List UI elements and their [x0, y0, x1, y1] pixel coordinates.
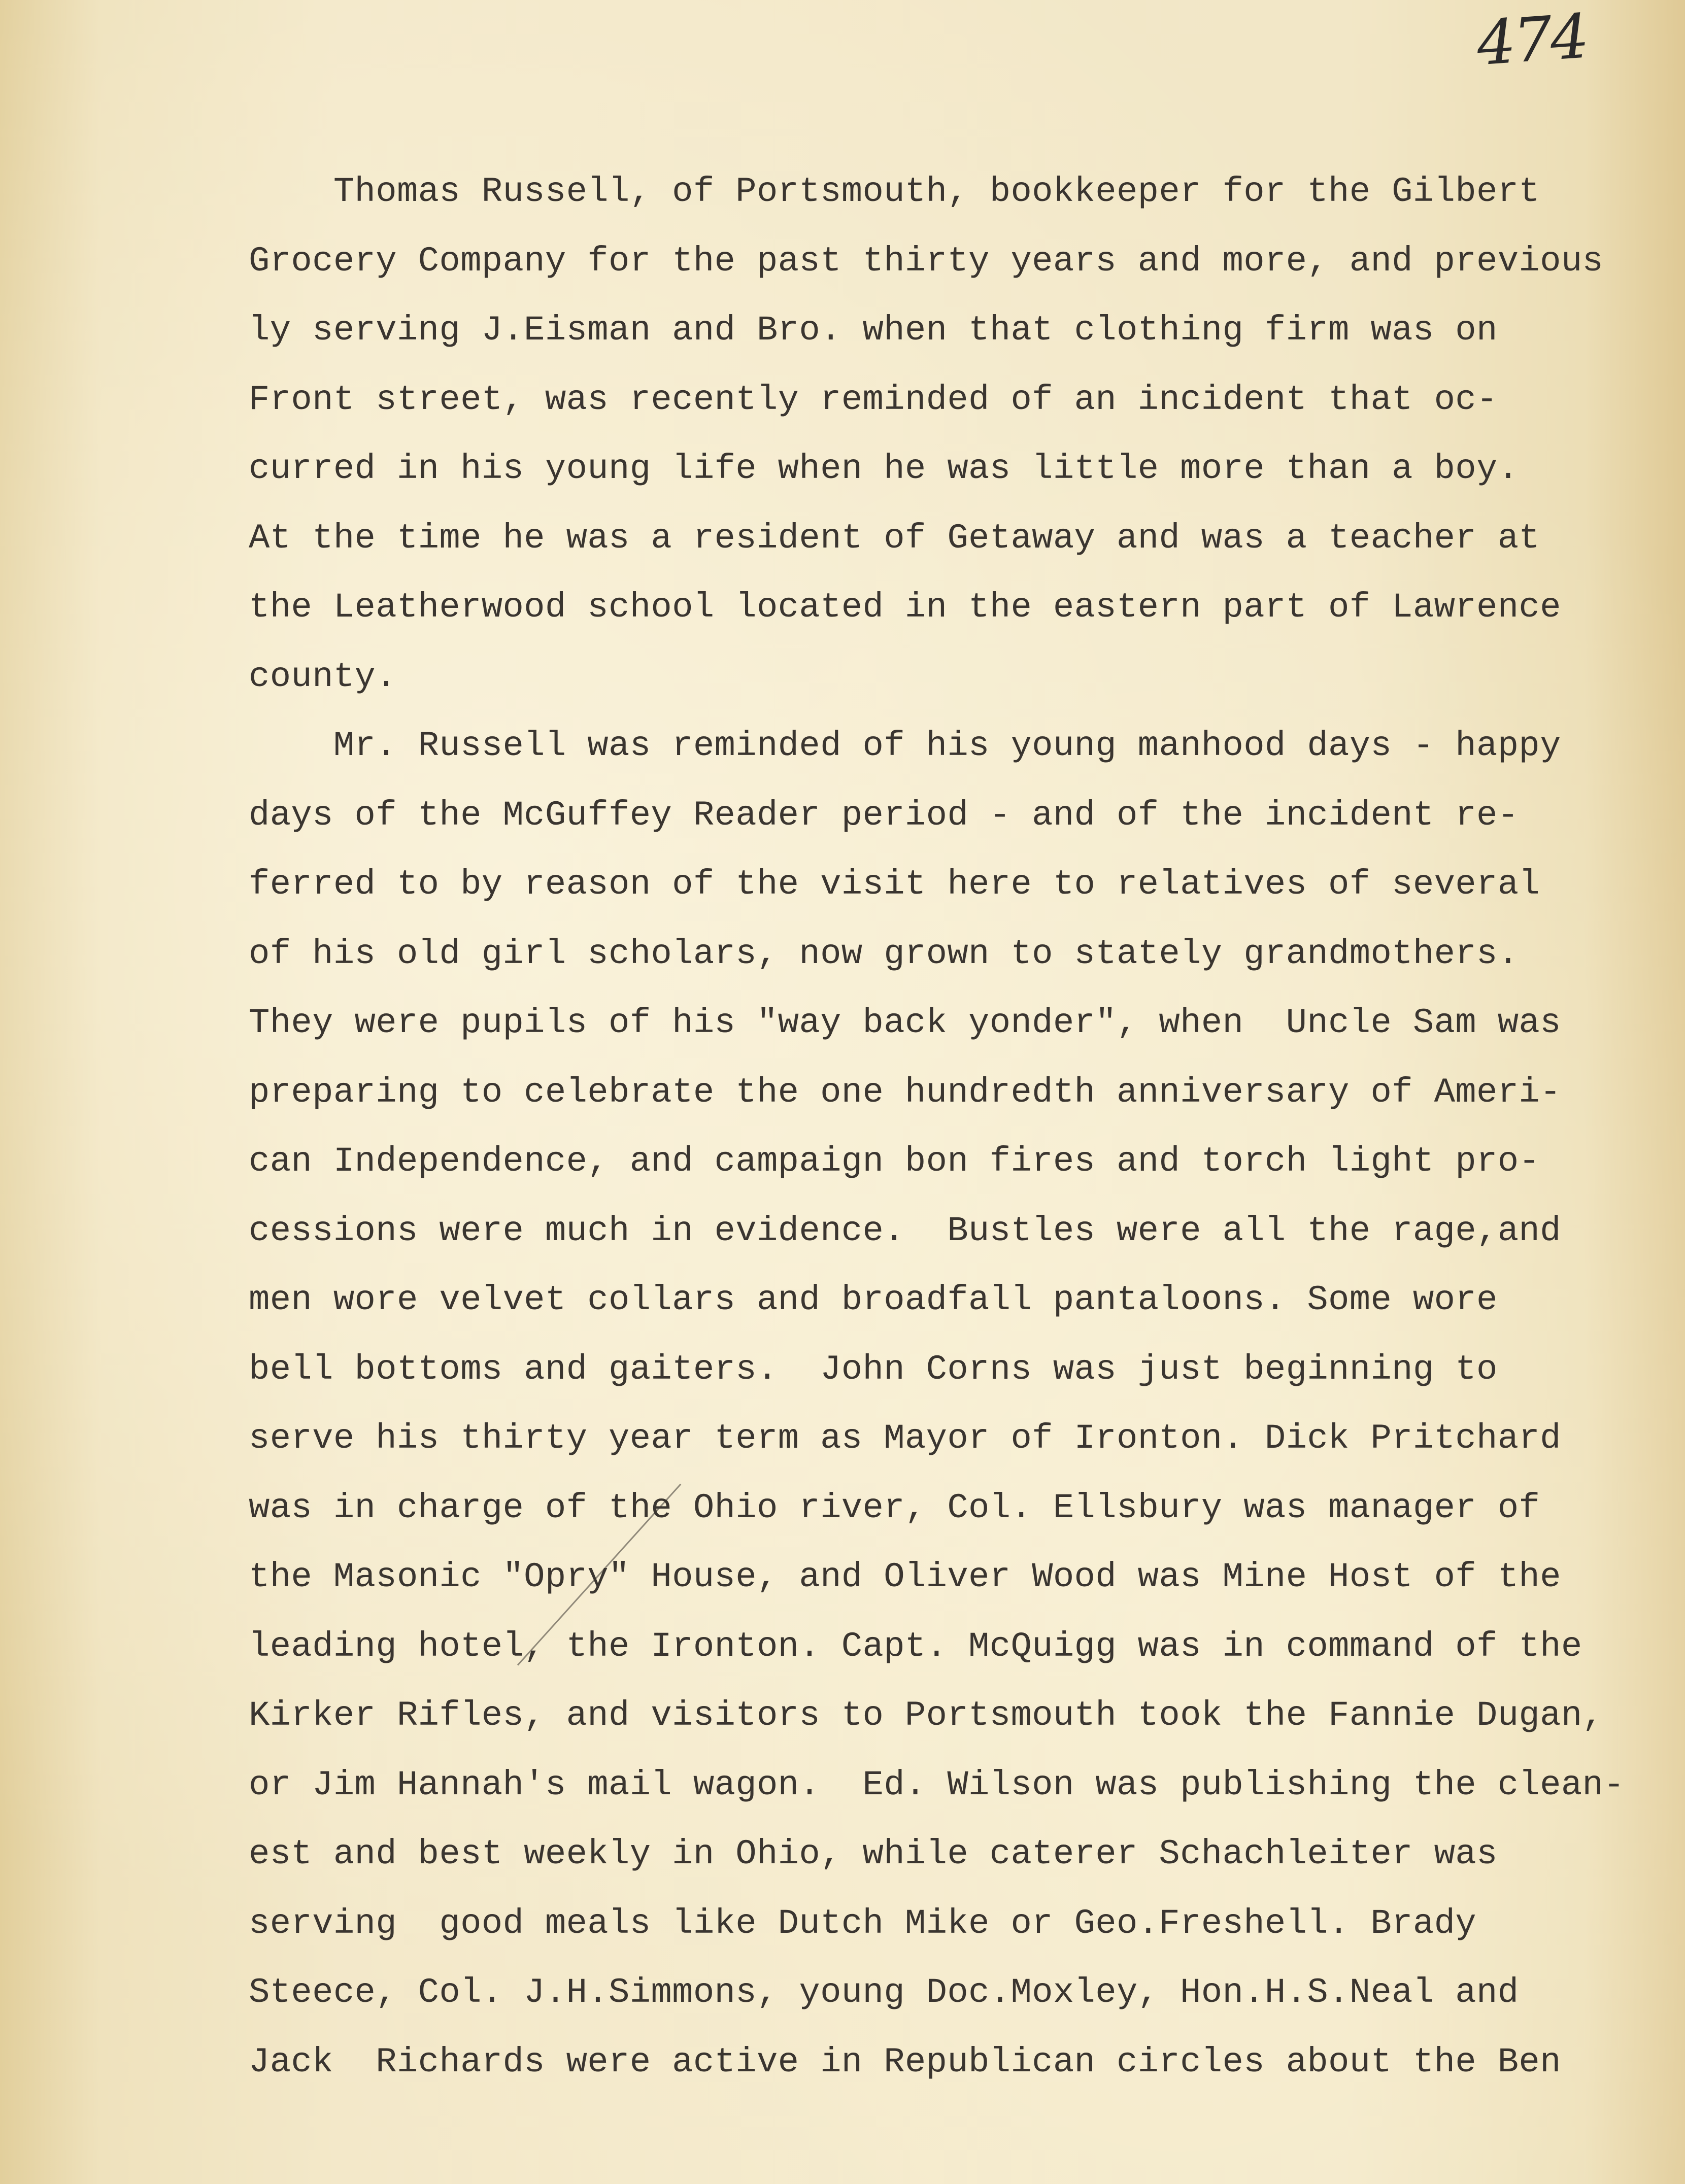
text-line: At the time he was a resident of Getaway and was a teacher at — [249, 518, 1540, 558]
text-line: Thomas Russell, of Portsmouth, bookkeeper for the Gilbert — [249, 172, 1540, 212]
text-line: cessions were much in evidence. Bustles were all the rage,and — [249, 1211, 1561, 1251]
text-line: serving good meals like Dutch Mike or Geo.Freshell. Brady — [249, 1903, 1476, 1943]
text-line: Jack Richards were active in Republican circles about the Ben — [249, 2042, 1561, 2082]
body-text — [249, 157, 1625, 2097]
text-line: the Leatherwood school located in the eastern part of Lawrence — [249, 588, 1561, 627]
text-line: was in charge of the Ohio river, Col. Ellsbury was manager of — [249, 1488, 1540, 1528]
text-line: the Masonic "Opry" House, and Oliver Wood was Mine Host of the — [249, 1557, 1561, 1597]
page-number: 474 — [1474, 1, 1590, 80]
text-line: ferred to by reason of the visit here to relatives of several — [249, 865, 1540, 904]
text-line: est and best weekly in Ohio, while caterer Schachleiter was — [249, 1834, 1498, 1874]
text-line: ly serving J.Eisman and Bro. when that clothing firm was on — [249, 311, 1498, 350]
text-line: bell bottoms and gaiters. John Corns was just beginning to — [249, 1349, 1498, 1389]
text-line: Front street, was recently reminded of an incident that oc- — [249, 380, 1498, 420]
text-line: men wore velvet collars and broadfall pantaloons. Some wore — [249, 1280, 1498, 1320]
text-line: Steece, Col. J.H.Simmons, young Doc.Moxley, Hon.H.S.Neal and — [249, 1973, 1519, 2012]
text-line: Mr. Russell was reminded of his young manhood days - happy — [249, 726, 1561, 766]
text-line: county. — [249, 657, 397, 697]
text-line: or Jim Hannah's mail wagon. Ed. Wilson was publishing the clean- — [249, 1765, 1625, 1805]
text-line: preparing to celebrate the one hundredth anniversary of Ameri- — [249, 1072, 1561, 1112]
text-line: serve his thirty year term as Mayor of Ironton. Dick Pritchard — [249, 1419, 1561, 1458]
text-line: leading hotel, the Ironton. Capt. McQuigg was in command of the — [249, 1626, 1582, 1666]
text-line: can Independence, and campaign bon fires and torch light pro- — [249, 1142, 1540, 1181]
text-line: curred in his young life when he was little more than a boy. — [249, 449, 1519, 489]
text-line: They were pupils of his "way back yonder", when Uncle Sam was — [249, 1003, 1561, 1043]
text-line: Kirker Rifles, and visitors to Portsmouth took the Fannie Dugan, — [249, 1696, 1604, 1735]
text-line: of his old girl scholars, now grown to stately grandmothers. — [249, 934, 1519, 974]
text-line: days of the McGuffey Reader period - and of the incident re- — [249, 795, 1519, 835]
text-line: Grocery Company for the past thirty years and more, and previous — [249, 241, 1604, 281]
